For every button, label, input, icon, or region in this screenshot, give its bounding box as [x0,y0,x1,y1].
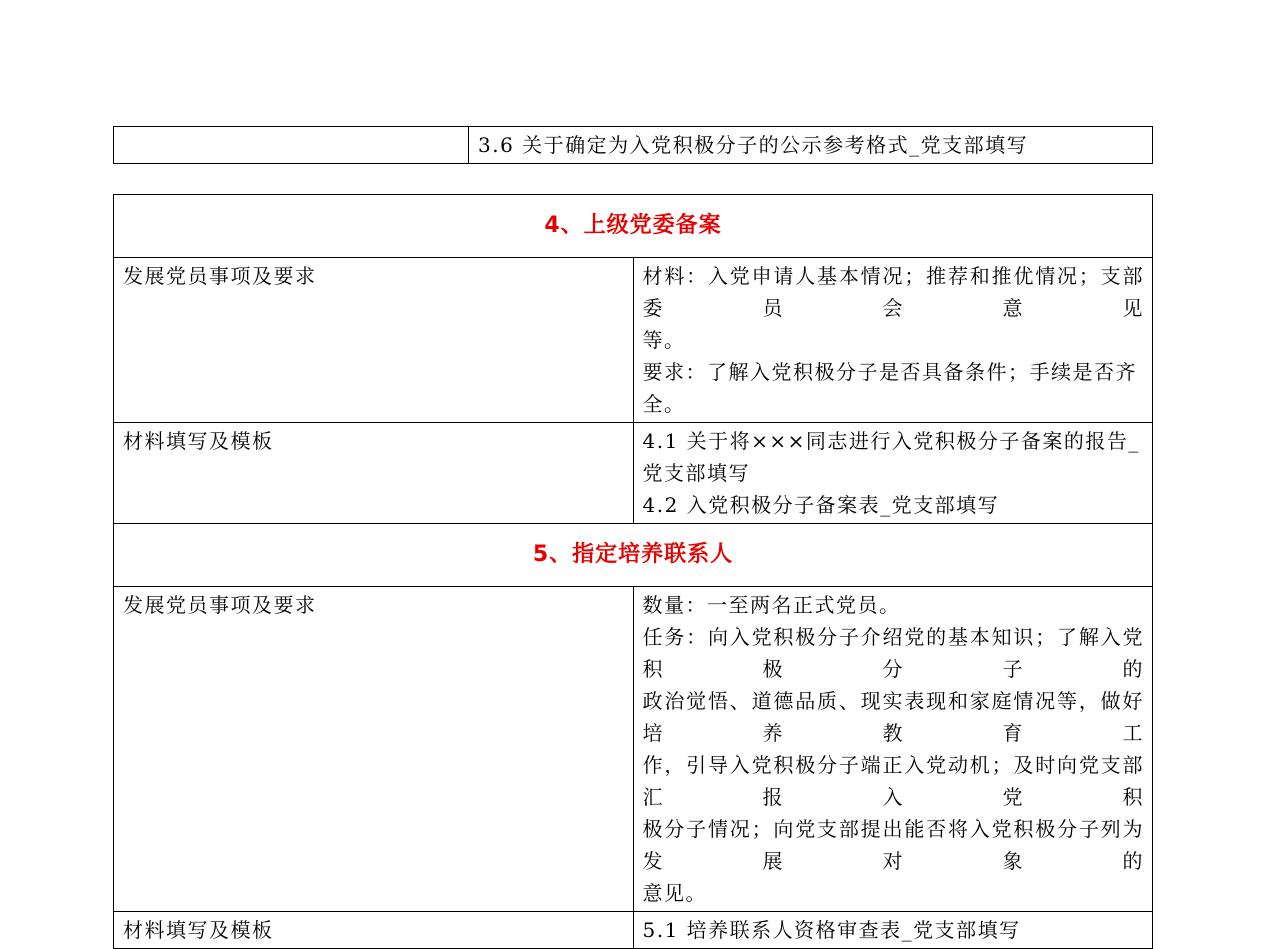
top-table [113,126,1153,164]
templates-label: 材料填写及模板 [114,912,634,949]
templates-content [633,912,1153,949]
templates-content [633,423,1153,524]
section-5-title: 5、指定培养联系人 [114,524,1153,587]
table-row [114,127,1153,164]
empty-label-cell [114,127,469,164]
content-line: 意见。 [642,881,707,905]
content-line: 等。 [642,328,686,352]
template-item-cell [469,127,1153,164]
requirements-label: 发展党员事项及要求 [114,258,634,423]
requirements-content [633,587,1153,912]
template-item-4-2: 4.2 入党积极分子备案表_党支部填写 [642,493,1000,517]
templates-label: 材料填写及模板 [114,423,634,524]
requirements-label: 发展党员事项及要求 [114,587,634,912]
content-line: 政治觉悟、道德品质、现实表现和家庭情况等，做好培养教育工 [642,689,1144,745]
content-line: 作，引导入党积极分子端正入党动机；及时向党支部汇报入党积 [642,753,1144,809]
section-header-row [114,524,1153,587]
section-header-row [114,195,1153,258]
table-row [114,258,1153,423]
main-table [113,194,1153,949]
template-item-3-6: 3.6 关于确定为入党积极分子的公示参考格式_党支部填写 [478,133,1029,157]
content-line: 极分子情况；向党支部提出能否将入党积极分子列为发展对象的 [642,817,1144,873]
table-row [114,587,1153,912]
content-line: 数量：一至两名正式党员。 [642,593,901,617]
template-item-4-1: 4.1 关于将×××同志进行入党积极分子备案的报告_党支部填写 [642,429,1140,485]
table-row [114,912,1153,949]
content-line: 材料：入党申请人基本情况；推荐和推优情况；支部委员会意见 [642,264,1144,320]
table-row [114,423,1153,524]
template-item-5-1: 5.1 培养联系人资格审查表_党支部填写 [642,918,1021,942]
section-4-title: 4、上级党委备案 [114,195,1153,258]
content-line: 任务：向入党积极分子介绍党的基本知识；了解入党积极分子的 [642,625,1144,681]
content-line: 要求：了解入党积极分子是否具备条件；手续是否齐全。 [642,360,1137,416]
requirements-content [633,258,1153,423]
